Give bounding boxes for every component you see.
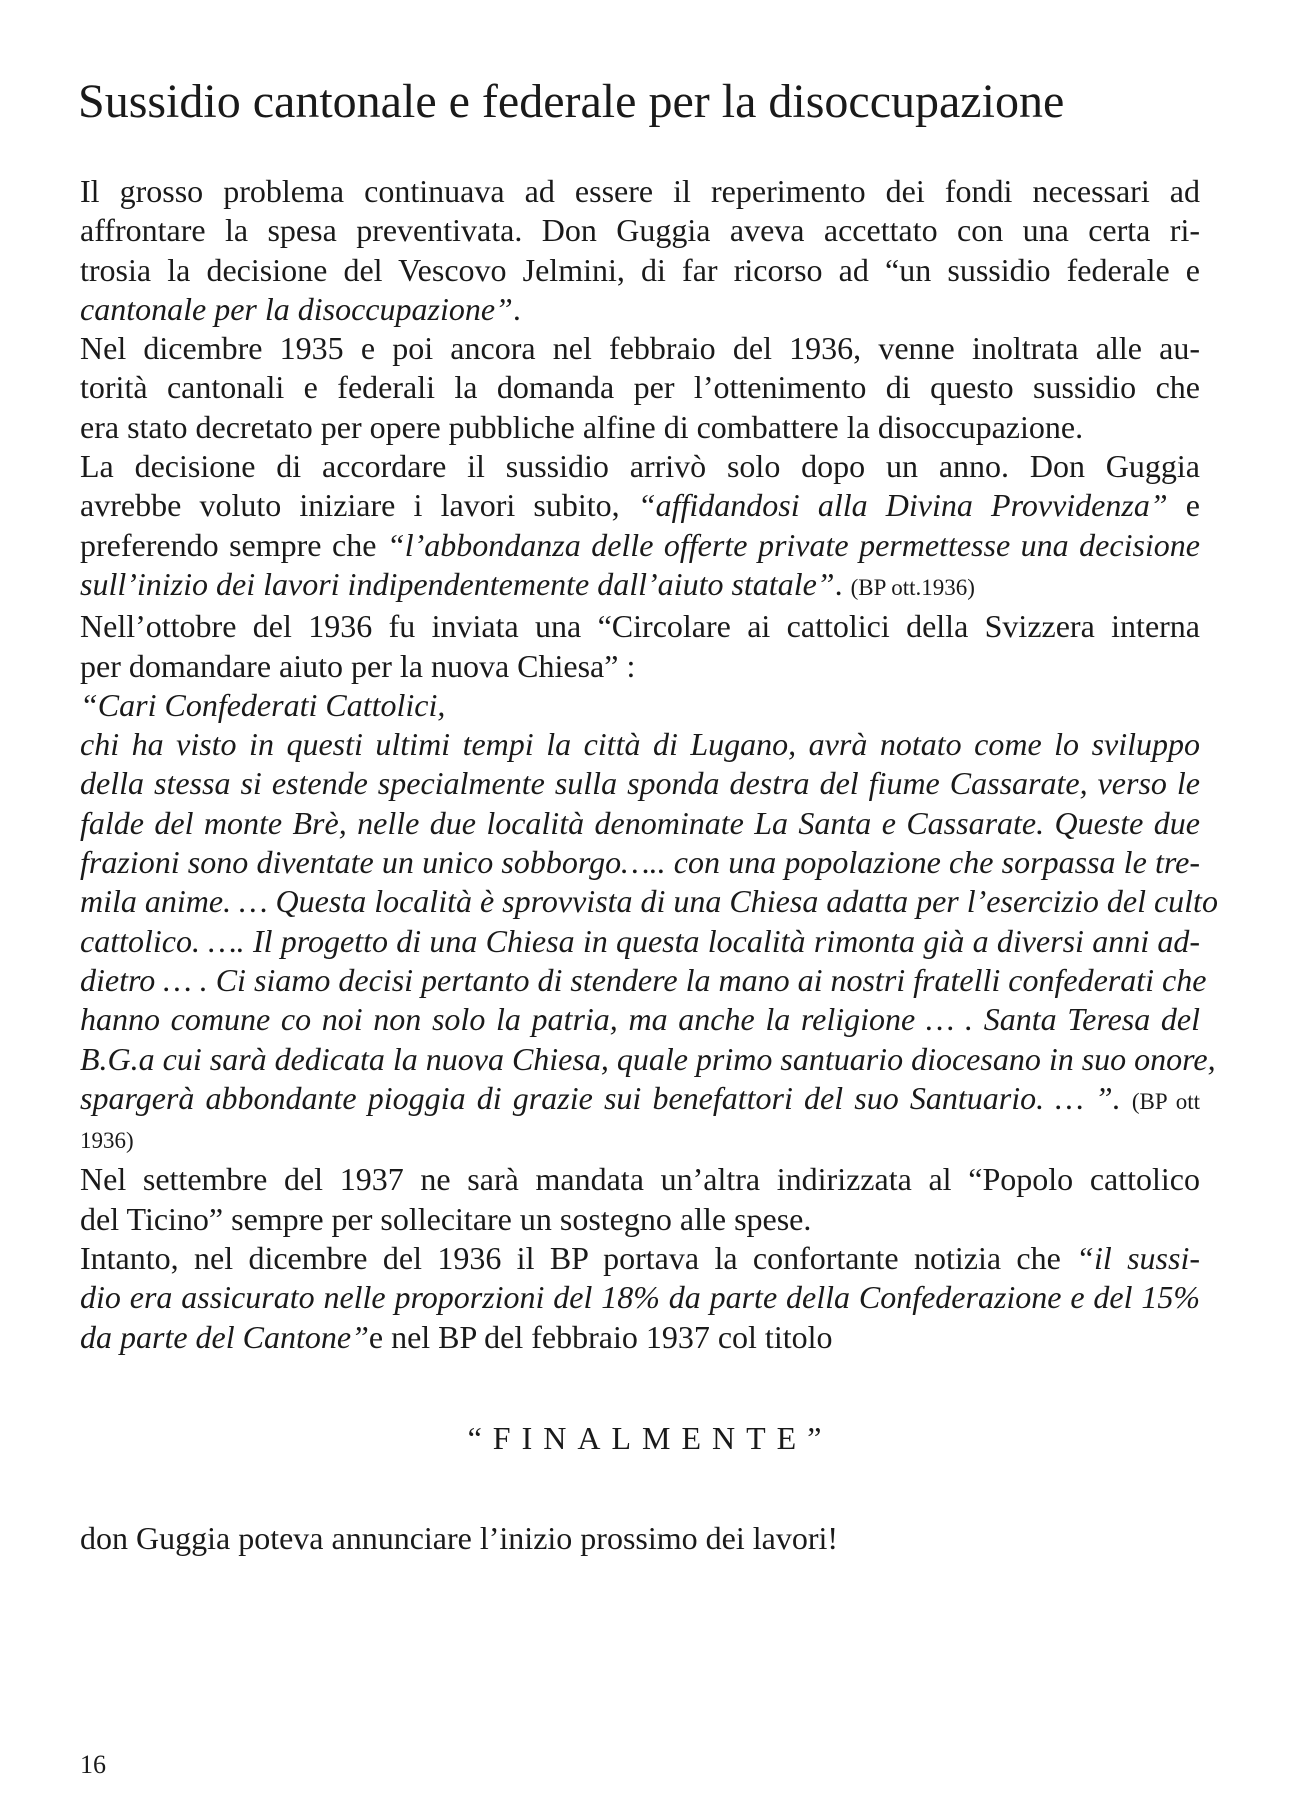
headline-finalmente: “FINALMENTE” (467, 1420, 833, 1456)
quote-italic: “affidandosi alla Divina Provvidenza” (637, 487, 1168, 524)
quote-italic: sull’inizio dei lavori indipendentemente dall’aiuto statale” (80, 565, 835, 602)
page-title: Sussidio cantonale e federale per la disoccupazione (78, 75, 1065, 128)
text-line: Nel dicembre 1935 e poi ancora nel febbraio del 1936, venne inoltrata alle au- (80, 330, 1200, 367)
paragraph-application (80, 329, 1200, 447)
source-reference: 1936) (80, 1128, 134, 1154)
letter-line: chi ha visto in questi ultimi tempi la città di Lugano, avrà notato come lo sviluppo (80, 726, 1200, 763)
text-line: era stato decretato per opere pubbliche alfine di combattere la disoccupazione. (80, 408, 1084, 445)
text-line (80, 486, 1200, 525)
text-line-start: Intanto, nel dicembre del 1936 il BP portava la confortante notizia che (80, 1240, 1077, 1277)
text-line-end: e (1167, 487, 1201, 524)
text-line: Il grosso problema continuava ad essere il reperimento dei fondi necessari ad (80, 173, 1200, 209)
text-line: Nell’ottobre del 1936 fu inviata una “Circolare ai cattolici della Svizzera interna (80, 608, 1200, 645)
paragraph-funding-problem (80, 172, 1200, 329)
quote-italic: da parte del Cantone” (80, 1318, 369, 1355)
quote-italic: cantonale per la disoccupazione” (80, 290, 513, 327)
letter-line: dietro … . Ci siamo decisi pertanto di stendere la mano ai nostri fratelli confederati che (80, 961, 1207, 998)
letter-line: della stessa si estende specialmente sulla sponda destra del fiume Cassarate, verso le (80, 765, 1200, 802)
quote-italic: spargerà abbondante pioggia di grazie sui benefattori del suo Santuario. … ”. (80, 1079, 1121, 1116)
letter-line: cattolico. …. Il progetto di una Chiesa in questa località rimonta già a diversi anni ad- (80, 922, 1200, 959)
text-line: torità cantonali e federali la domanda per l’ottenimento di questo sussidio che (80, 369, 1200, 406)
text-line: affrontare la spesa preventivata. Don Guggia aveva accettato con una certa ri- (80, 212, 1200, 249)
page-number: 16 (80, 1750, 106, 1779)
paragraph-decision (80, 447, 1200, 607)
text-line: per domandare aiuto per la nuova Chiesa” : (80, 647, 636, 684)
source-reference: (BP ott.1936) (850, 574, 975, 600)
letter-line: frazioni sono diventate un unico sobborgo….. con una popolazione che sorpassa le tre- (80, 844, 1200, 881)
text-line (80, 565, 1200, 607)
letter-line: B.G.a cui sarà dedicata la nuova Chiesa, quale primo santuario diocesano in suo onore, (80, 1040, 1216, 1077)
letter-line: “Cari Confederati Cattolici, (80, 686, 446, 723)
quote-italic: “l’abbondanza delle offerte private permettesse una decisione (386, 526, 1200, 563)
paragraph-circular (80, 607, 1200, 686)
body-text (80, 172, 1218, 1357)
text-line: del Ticino” sempre per sollecitare un sostegno alle spese. (80, 1200, 812, 1237)
text-line: Nel settembre del 1937 ne sarà mandata un’altra indirizzata al “Popolo cattolico (80, 1161, 1200, 1198)
text-line: La decisione di accordare il sussidio arrivò solo dopo un anno. Don Guggia (80, 448, 1200, 485)
letter-line (80, 1079, 1200, 1121)
text-line (80, 1318, 1200, 1357)
source-reference: (BP ott (1131, 1088, 1201, 1114)
text-line (80, 526, 1200, 565)
letter-line: falde del monte Brè, nelle due località denominate La Santa e Cassarate. Queste due (80, 804, 1200, 841)
quote-italic: dio era assicurato nelle proporzioni del 18% da parte della Confederazione e del 15% (80, 1279, 1200, 1316)
text-line (80, 1239, 1200, 1278)
text-line (80, 290, 1200, 329)
text-line (80, 251, 1200, 290)
paragraph-second-circular (80, 1160, 1200, 1239)
closing-sentence: don Guggia poteva annunciare l’inizio prossimo dei lavori! (80, 1520, 839, 1556)
text-line-end: . (512, 290, 521, 327)
text-line-start: avrebbe voluto iniziare i lavori subito, (80, 487, 638, 524)
text-line-start: preferendo sempre che (80, 526, 387, 563)
letter-line: hanno comune co noi non solo la patria, ma anche la religione … . Santa Teresa del (80, 1001, 1200, 1038)
paragraph-subsidy-news (80, 1239, 1200, 1357)
text-line-end: e nel BP del febbraio 1937 col titolo (368, 1318, 833, 1355)
quote-italic: “il sussi- (1076, 1240, 1200, 1277)
text-line-start: trosia la decisione del Vescovo Jelmini, di far ricorso ad “un sussidio federale e (80, 251, 1200, 288)
quoted-letter (80, 686, 1218, 1161)
letter-line: mila anime. … Questa località è sprovvista di una Chiesa adatta per l’esercizio del culto (80, 883, 1218, 920)
text-line-mid: . (834, 565, 851, 602)
